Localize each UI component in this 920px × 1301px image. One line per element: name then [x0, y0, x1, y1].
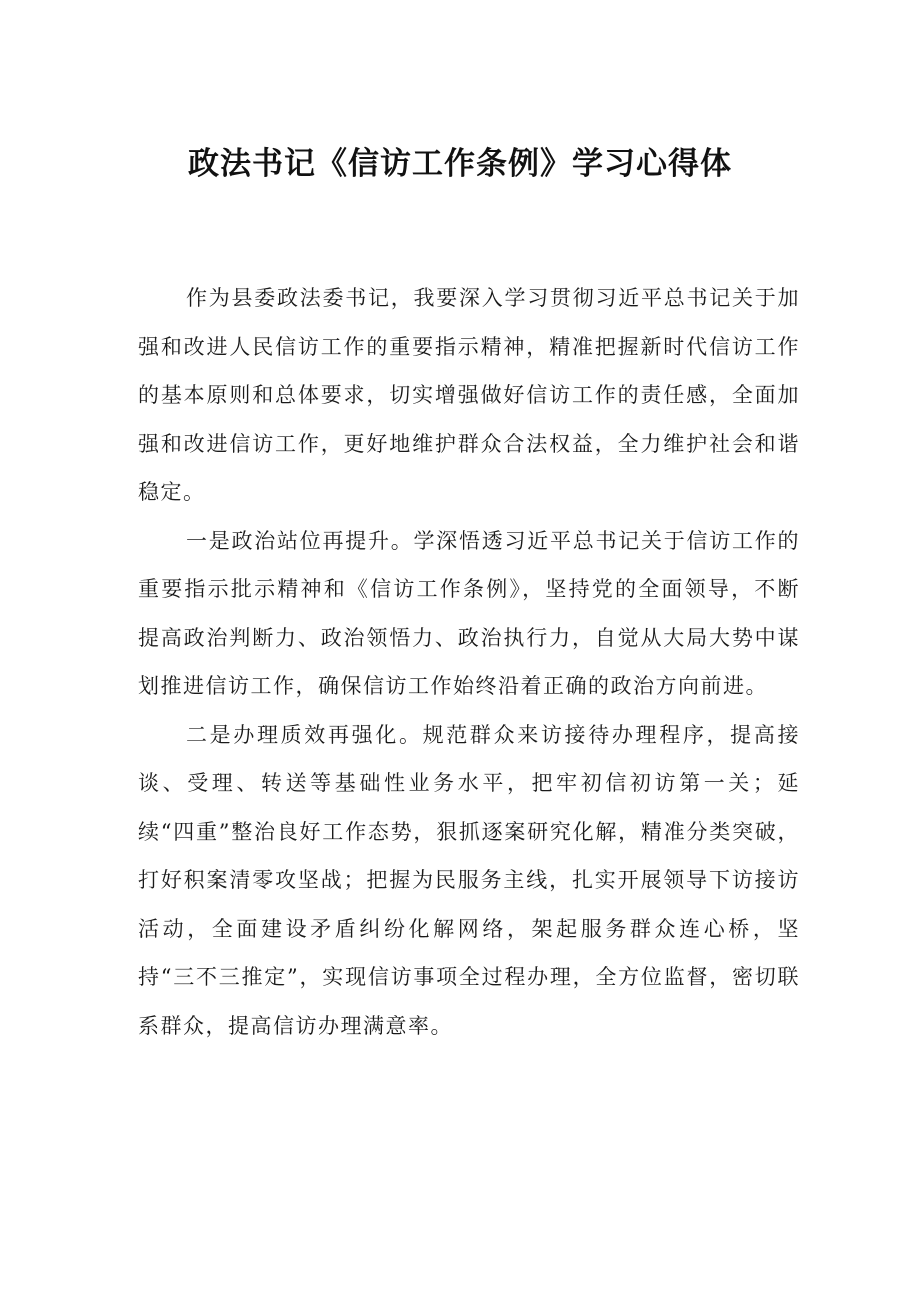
paragraph-intro: 作为县委政法委书记，我要深入学习贯彻习近平总书记关于加强和改进人民信访工作的重要指示精神，精准把握新时代信访工作的基本原则和总体要求，切实增强做好信访工作的责任感，全面加强和改进信访工作，更好地维护群众合法权益，全力维护社会和谐稳定。 [138, 286, 800, 504]
paragraph-handling-quality: 二是办理质效再强化。规范群众来访接待办理程序，提高接谈、受理、转送等基础性业务水平，把牢初信初访第一关；延续“四重”整治良好工作态势，狠抓逐案研究化解，精准分类突破，打好积案清零攻坚战；把握为民服务主线，扎实开展领导下访接访活动，全面建设矛盾纠纷化解网络，架起服务群众连心桥，坚持“三不三推定”，实现信访事项全过程办理，全方位监督，密切联系群众，提高信访办理满意率。 [138, 722, 800, 1038]
paragraph-political-stance: 一是政治站位再提升。学深悟透习近平总书记关于信访工作的重要指示批示精神和《信访工作条例》，坚持党的全面领导，不断提高政治判断力、政治领悟力、政治执行力，自觉从大局大势中谋划推进信访工作，确保信访工作始终沿着正确的政治方向前进。 [138, 528, 800, 698]
document-body [138, 274, 800, 1050]
document-title: 政法书记《信访工作条例》学习心得体 [188, 146, 732, 182]
